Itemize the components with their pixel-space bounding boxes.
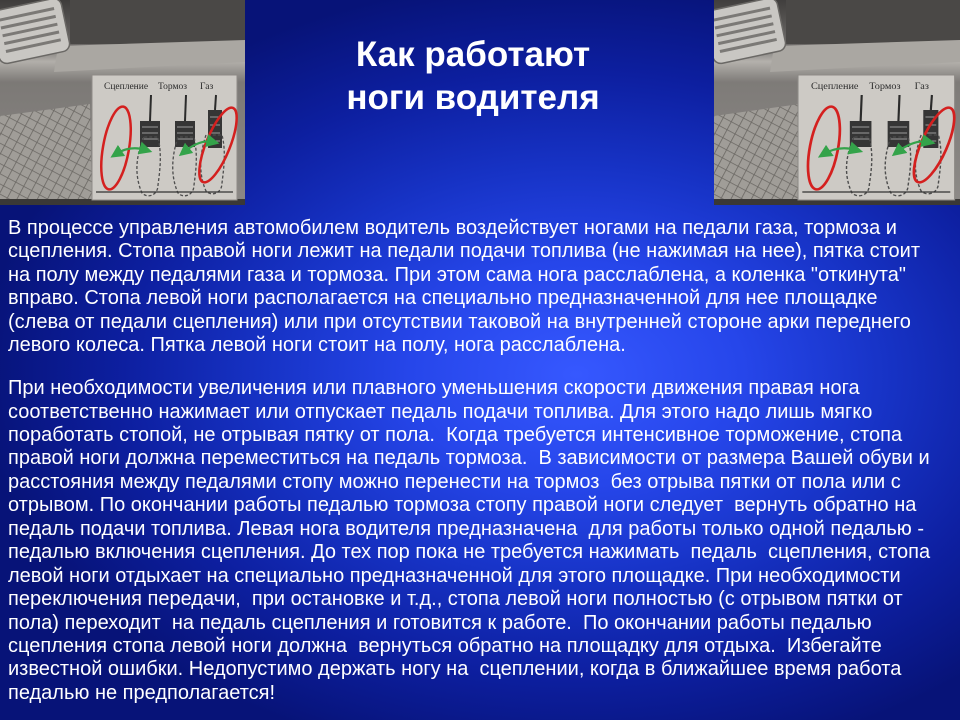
text-line: пола) переходит на педаль сцепления и готовится к работе. По окончании работы педалью: [8, 611, 872, 634]
text-line: педалью включения сцепления. До тех пор пока не требуется нажимать педаль сцепления, стопа: [8, 541, 931, 564]
pedals-photo-left: [0, 0, 245, 205]
gas-label: Газ: [914, 81, 929, 92]
text-line: отрывом. По окончании работы педалью тормоза стопу правой ноги следует вернуть обратно на: [8, 494, 917, 517]
gas-label: Газ: [200, 82, 214, 92]
pedals-photo-right-image: [714, 0, 960, 205]
text-line: педалью не предполагается!: [8, 681, 276, 704]
text-line: вправо. Стопа левой ноги располагается на специально предназначенной для нее площадке: [8, 287, 878, 310]
pedal-diagram: [92, 75, 244, 200]
text-line: расстояния между педалями стопу можно перенести на тормоз без отрыва пятки от пола или с: [8, 470, 901, 493]
slide-title-line-1: Как работают: [355, 35, 591, 74]
text-line: сцепления. Стопа правой ноги лежит на педали подачи топлива (не нажимая на нее), пятка стоит: [8, 240, 920, 263]
text-line: (слева от педали сцепления) или при отсутствии таковой на внутренней стороне арки переднего: [8, 310, 911, 333]
brake-label: Тормоз: [158, 82, 187, 92]
text-line: левого колеса. Пятка левой ноги стоит на полу, нога расслаблена.: [8, 334, 626, 357]
text-line: известной ошибки. Недопустимо держать ногу на сцеплении, когда в ближайшее время работа: [8, 658, 902, 681]
pedals-photo-left-image: [0, 0, 245, 205]
slide-title-line-2: ноги водителя: [346, 78, 600, 117]
paragraph-2: [8, 377, 956, 705]
text-line: левой ноги отдыхает на специально предназначенной для этого площадке. При необходимости: [8, 564, 901, 587]
text-line: правой ноги должна переместиться на педаль тормоза. В зависимости от размера Вашей обуви и: [8, 447, 930, 470]
dashboard-shadow: [786, 0, 960, 44]
paragraph-1: [8, 217, 956, 358]
text-line: При необходимости увеличения или плавного уменьшения скорости движения правая нога: [8, 377, 860, 400]
floor-mat: [0, 104, 92, 205]
pedal-diagram: [798, 75, 960, 200]
text-line: поработать стопой, не отрывая пятку от пола. Когда требуется интенсивное торможение, стопа: [8, 424, 903, 446]
brake-label: Тормоз: [869, 81, 901, 92]
text-line: В процессе управления автомобилем водитель воздействует ногами на педали газа, тормоза и: [8, 217, 897, 239]
slide-body: [8, 217, 956, 705]
text-line: соответственно нажимает или отпускает педаль подачи топлива. Для этого надо лишь мягко: [8, 400, 873, 423]
floor-mat: [714, 104, 802, 205]
pedals-photo-right: [714, 0, 960, 205]
clutch-label: Сцепление: [104, 82, 149, 92]
dashboard-shadow: [70, 0, 245, 44]
text-line: педаль подачи топлива. Левая нога водителя предназначена для работы только одной педалью -: [8, 517, 924, 540]
clutch-label: Сцепление: [810, 81, 859, 92]
text-line: переключения передачи, при остановке и т.д., стопа левой ноги полностью (с отрывом пятки от: [8, 588, 903, 611]
slide-title: [238, 33, 708, 119]
text-line: сцепления стопа левой ноги должна вернуться обратно на площадку для отдыха. Избегайте: [8, 634, 882, 657]
text-line: на полу между педалями газа и тормоза. При этом сама нога расслаблена, а коленка "откинута": [8, 263, 906, 286]
